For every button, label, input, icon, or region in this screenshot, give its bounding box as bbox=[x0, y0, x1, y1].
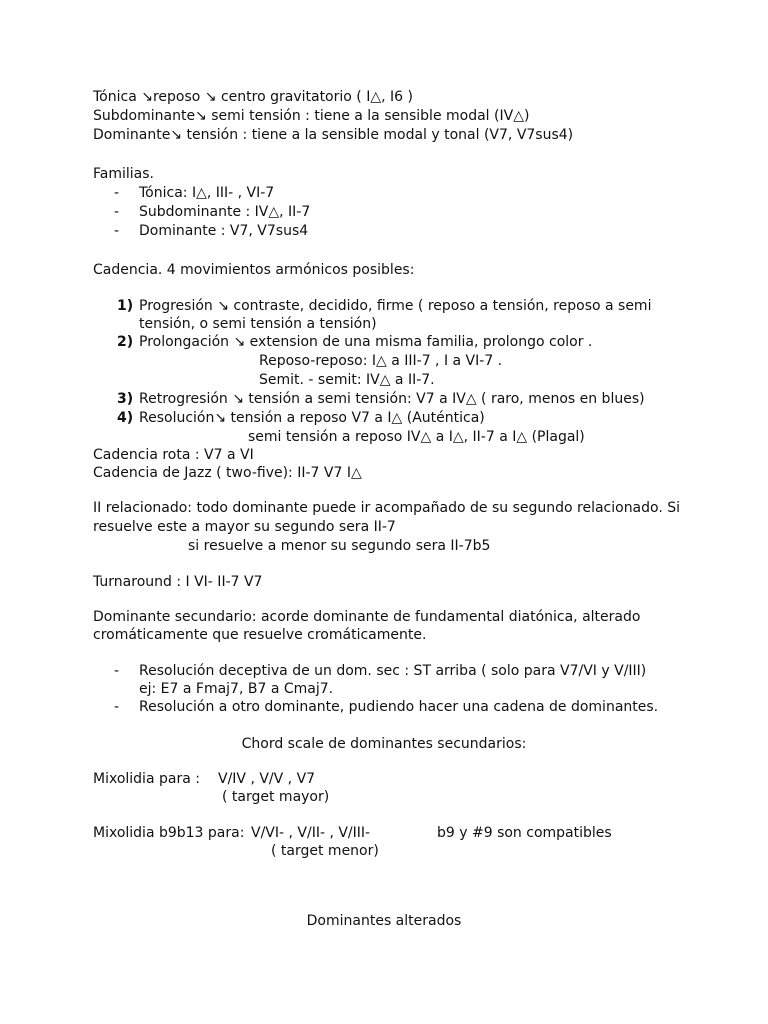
mixolidia-target: ( target mayor) bbox=[222, 789, 330, 805]
cadencia-item-number: 1) bbox=[117, 298, 134, 314]
cadencia-item-number: 2) bbox=[117, 334, 134, 350]
relacionado-line: resuelve este a mayor su segundo sera II-7 bbox=[93, 519, 396, 535]
familias-item-text: Subdominante : IV△, II-7 bbox=[139, 204, 311, 220]
familias-item-text: Dominante : V7, V7sus4 bbox=[139, 223, 309, 239]
secundario-item-text: Resolución deceptiva de un dom. sec : ST arriba ( solo para V7/VI y V/III) bbox=[139, 663, 647, 679]
alterados-title: Dominantes alterados bbox=[306, 913, 462, 929]
secundario-item-text: ej: E7 a Fmaj7, B7 a Cmaj7. bbox=[139, 681, 334, 697]
mixolidia-b9-value: V/VI- , V/II- , V/III- bbox=[251, 825, 371, 841]
cadencia-item-text: semi tensión a reposo IV△ a I△, II-7 a I△ (Plagal) bbox=[248, 429, 585, 445]
cadencia-rota: Cadencia rota : V7 a VI bbox=[93, 447, 254, 463]
cadencia-item-text: Semit. - semit: IV△ a II-7. bbox=[259, 372, 435, 388]
chord-scale-title: Chord scale de dominantes secundarios: bbox=[241, 736, 527, 752]
cadencia-jazz: Cadencia de Jazz ( two-five): II-7 V7 I△ bbox=[93, 465, 362, 481]
mixolidia-b9-target: ( target menor) bbox=[271, 843, 379, 859]
turnaround-line: Turnaround : I VI- II-7 V7 bbox=[93, 574, 263, 590]
mixolidia-value: V/IV , V/V , V7 bbox=[218, 771, 316, 787]
secundario-line: cromáticamente que resuelve cromáticamente. bbox=[93, 627, 427, 643]
cadencia-item-text: Resolución↘ tensión a reposo V7 a I△ (Auténtica) bbox=[139, 410, 485, 426]
cadencia-item-text: Prolongación ↘ extension de una misma familia, prolongo color . bbox=[139, 334, 593, 350]
secundario-line: Dominante secundario: acorde dominante de fundamental diatónica, alterado bbox=[93, 609, 641, 625]
familias-item-text: Tónica: I△, III- , VI-7 bbox=[139, 185, 275, 201]
secundario-item-text: Resolución a otro dominante, pudiendo hacer una cadena de dominantes. bbox=[139, 699, 659, 715]
cadencia-item-number: 4) bbox=[117, 410, 134, 426]
mixolidia-b9-note: b9 y #9 son compatibles bbox=[437, 825, 612, 841]
cadencia-item-number: 3) bbox=[117, 391, 134, 407]
mixolidia-label: Mixolidia para : bbox=[93, 771, 200, 787]
intro-line-dominante: Dominante↘ tensión : tiene a la sensible modal y tonal (V7, V7sus4) bbox=[93, 127, 574, 143]
cadencia-item-text: Retrogresión ↘ tensión a semi tensión: V7 a IV△ ( raro, menos en blues) bbox=[139, 391, 645, 407]
cadencia-title: Cadencia. 4 movimientos armónicos posibles: bbox=[93, 262, 415, 278]
intro-line-subdominante: Subdominante↘ semi tensión : tiene a la sensible modal (IV△) bbox=[93, 108, 530, 124]
relacionado-line: II relacionado: todo dominante puede ir acompañado de su segundo relacionado. Si bbox=[93, 500, 681, 516]
familias-title: Familias. bbox=[93, 166, 154, 182]
intro-line-tonica: Tónica ↘reposo ↘ centro gravitatorio ( I△, I6 ) bbox=[93, 89, 413, 105]
cadencia-item-text: Progresión ↘ contraste, decidido, firme ( reposo a tensión, reposo a semi bbox=[139, 298, 652, 314]
cadencia-item-text: tensión, o semi tensión a tensión) bbox=[139, 316, 377, 332]
relacionado-line: si resuelve a menor su segundo sera II-7b5 bbox=[188, 538, 491, 554]
cadencia-item-text: Reposo-reposo: I△ a III-7 , I a VI-7 . bbox=[259, 353, 503, 369]
mixolidia-b9-label: Mixolidia b9b13 para: bbox=[93, 825, 245, 841]
